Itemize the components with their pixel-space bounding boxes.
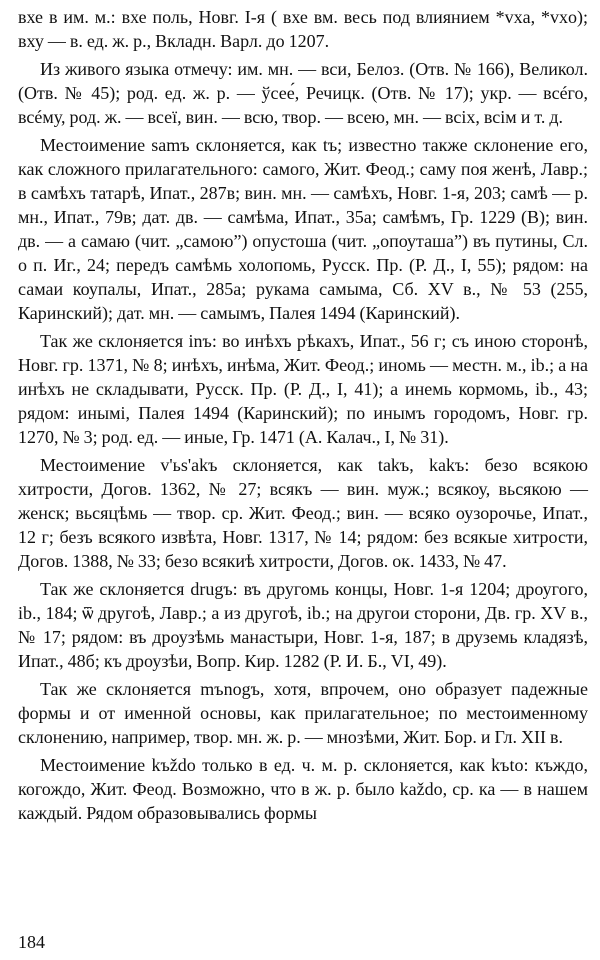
paragraph-mnog: Так же склоняется mъnogъ, хотя, впрочем, оно образует падежные формы и от именной основы, как прилагательное; по местоименному склонению, например, твор. мн. ж. р. — мнозѣми, Жит. Бор. и Гл. XII в. <box>18 679 588 747</box>
paragraph-in: Так же склоняется inъ: во инѣхъ рѣкахъ, Ипат., 56 г; съ иною сторонѣ, Новг. гр. 1371, № 8; инѣхъ, инѣма, Жит. Феод.; иномь — местн. м., ib.; а на инѣхъ не складывати, Русск. Пр. (Р. Д., I, 41); а инемь кормомь, ib., 43; рядом: инымі, Палея 1494 (Каринский); по инымъ городомъ, Новг. гр. 1270, № 3; род. ед. — иные, Гр. 1471 (А. Калач., I, № 31). <box>18 331 588 447</box>
paragraph-kzhdo: Местоимение kъždo только в ед. ч. м. р. склоняется, как kъto: къждо, когождо, Жит. Феод. Возможно, что в ж. р. было každo, ср. ка — в нашем каждый. Рядом образовывались формы <box>18 755 588 823</box>
paragraph-drug: Так же склоняется drugъ: въ другомь концы, Новг. 1-я 1204; дроугого, ib., 184; ѿ другоѣ, Лавр.; а из другоѣ, ib.; на другои сторони, Дв. гр. XV в., № 17; рядом: въ дроузѣмь манастыри, Новг. 1-я, 187; в друземь кладязѣ, Ипат., 48б; къ дроузѣи, Вопр. Кир. 1282 (Р. И. Б., VI, 49). <box>18 579 588 671</box>
paragraph-vsak: Местоимение v'ьs'akъ склоняется, как takъ, kakъ: безо всякою хитрости, Догов. 1362, № 27; всякъ — вин. муж.; всякоу, вьсякою — женск; вьсяцѣмь — твор. ср. Жит. Феод.; вин. — всяко оузорочье, Ипат., 12 г; безъ всякого извѣта, Новг. 1317, № 14; рядом: без всякые хитрости, Догов. 1388, № 33; безо всякиѣ хитрости, Догов. ок. 1433, № 47. <box>18 455 588 571</box>
paragraph-living-language: Из живого языка отмечу: им. мн. — вси, Белоз. (Отв. № 166), Великол. (Отв. № 45); род. ед. ж. р. — ўсее́, Речицк. (Отв. № 17); укр. — всéго, всéму, род. ж. — всеї, вин. — всю, твор. — всею, мн. — всіх, всім и т. д. <box>18 59 588 127</box>
paragraph-vxe: вхе в им. м.: вхе поль, Новг. I-я ( вхе вм. весь под влиянием *vxa, *vxo); вху — в. ед. ж. р., Вкладн. Варл. до 1207. <box>18 7 588 51</box>
paragraph-sam: Местоимение samъ склоняется, как tъ; известно также склонение его, как сложного прилагательного: самого, Жит. Феод.; саму поя женѣ, Лавр.; в самѣхъ татарѣ, Ипат., 287в; вин. мн. — самѣхъ, Новг. 1-я, 203; самѣ — р. мн., Ипат., 79в; дат. дв. — самѣма, Ипат., 35а; самѣмъ, Гр. 1229 (В); вин. дв. — а самаю (чит. „самоюˮ) опустоша (чит. „опоуташаˮ) въ путины, Сл. о п. Иг., 24; передъ самѣмь холопомь, Русск. Пр. (Р. Д., I, 55); рядом: на самаи коупалы, Ипат., 285а; рукама самыма, Сб. XV в., № 53 (255, Каринский); дат. мн. — самымъ, Палея 1494 (Каринский). <box>18 135 588 323</box>
page-number: 184 <box>18 932 45 952</box>
